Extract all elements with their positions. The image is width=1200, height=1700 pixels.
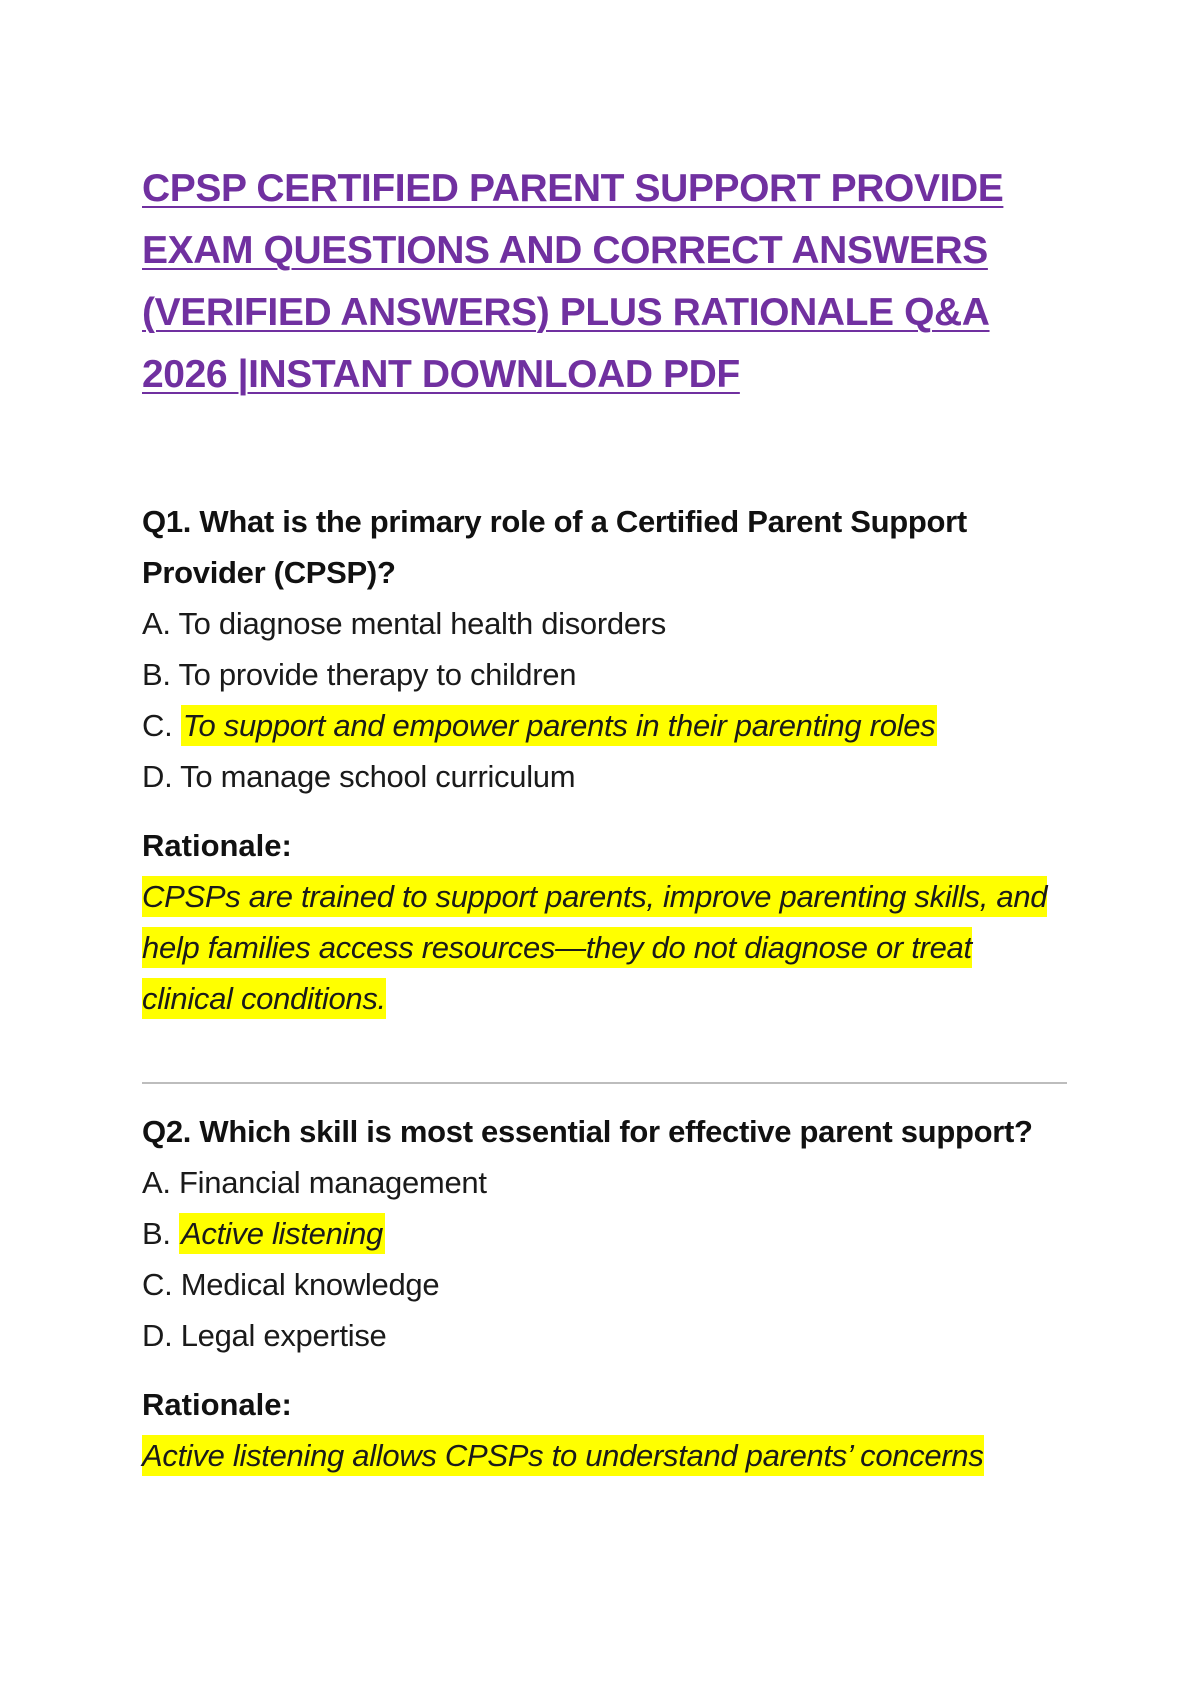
question-text: Q2. Which skill is most essential for effective parent support? (142, 1114, 1033, 1149)
rationale-heading: Rationale: (142, 1387, 292, 1422)
rationale-text (142, 1430, 1067, 1481)
answer-option-c (142, 1259, 1067, 1310)
answer-option-d (142, 751, 1067, 802)
answer-option-b (142, 1208, 1067, 1259)
option-letter: A. (142, 606, 171, 641)
answer-option-a (142, 1157, 1067, 1208)
rationale-text (142, 871, 1067, 1024)
option-text: Medical knowledge (180, 1267, 440, 1302)
option-letter: D. (142, 759, 173, 794)
question-text: Q1. What is the primary role of a Certified Parent Support Provider (CPSP)? (142, 504, 967, 590)
option-text: To manage school curriculum (180, 759, 576, 794)
section-divider (142, 1082, 1067, 1084)
answer-options (142, 598, 1067, 802)
answer-option-a (142, 598, 1067, 649)
option-letter: B. (142, 1216, 171, 1251)
answer-option-c (142, 700, 1067, 751)
option-letter: C. (142, 708, 173, 743)
option-text: Financial management (179, 1165, 487, 1200)
option-letter: B. (142, 657, 171, 692)
document-title: CPSP CERTIFIED PARENT SUPPORT PROVIDE EXAM QUESTIONS AND CORRECT ANSWERS (VERIFIED ANSWERS) PLUS RATIONALE Q&A 2026 |INSTANT DOWNLOAD PDF (142, 167, 1004, 396)
option-text: Legal expertise (180, 1318, 387, 1353)
rationale-heading: Rationale: (142, 828, 292, 863)
option-letter: D. (142, 1318, 173, 1353)
rationale-highlight: CPSPs are trained to support parents, improve parenting skills, and help families access resources—they do not diagnose or treat clinical conditions. (142, 876, 1047, 1019)
option-text: To provide therapy to children (178, 657, 577, 692)
rationale-highlight: Active listening allows CPSPs to understand parents’ concerns (142, 1435, 984, 1476)
document-content (142, 158, 1067, 1481)
question-block-1 (142, 496, 1067, 1024)
answer-options (142, 1157, 1067, 1361)
question-block-2 (142, 1106, 1067, 1481)
option-text: To diagnose mental health disorders (178, 606, 666, 641)
correct-answer-highlight: Active listening (179, 1213, 385, 1254)
option-letter: A. (142, 1165, 171, 1200)
answer-option-d (142, 1310, 1067, 1361)
answer-option-b (142, 649, 1067, 700)
correct-answer-highlight: To support and empower parents in their parenting roles (181, 705, 938, 746)
option-letter: C. (142, 1267, 173, 1302)
